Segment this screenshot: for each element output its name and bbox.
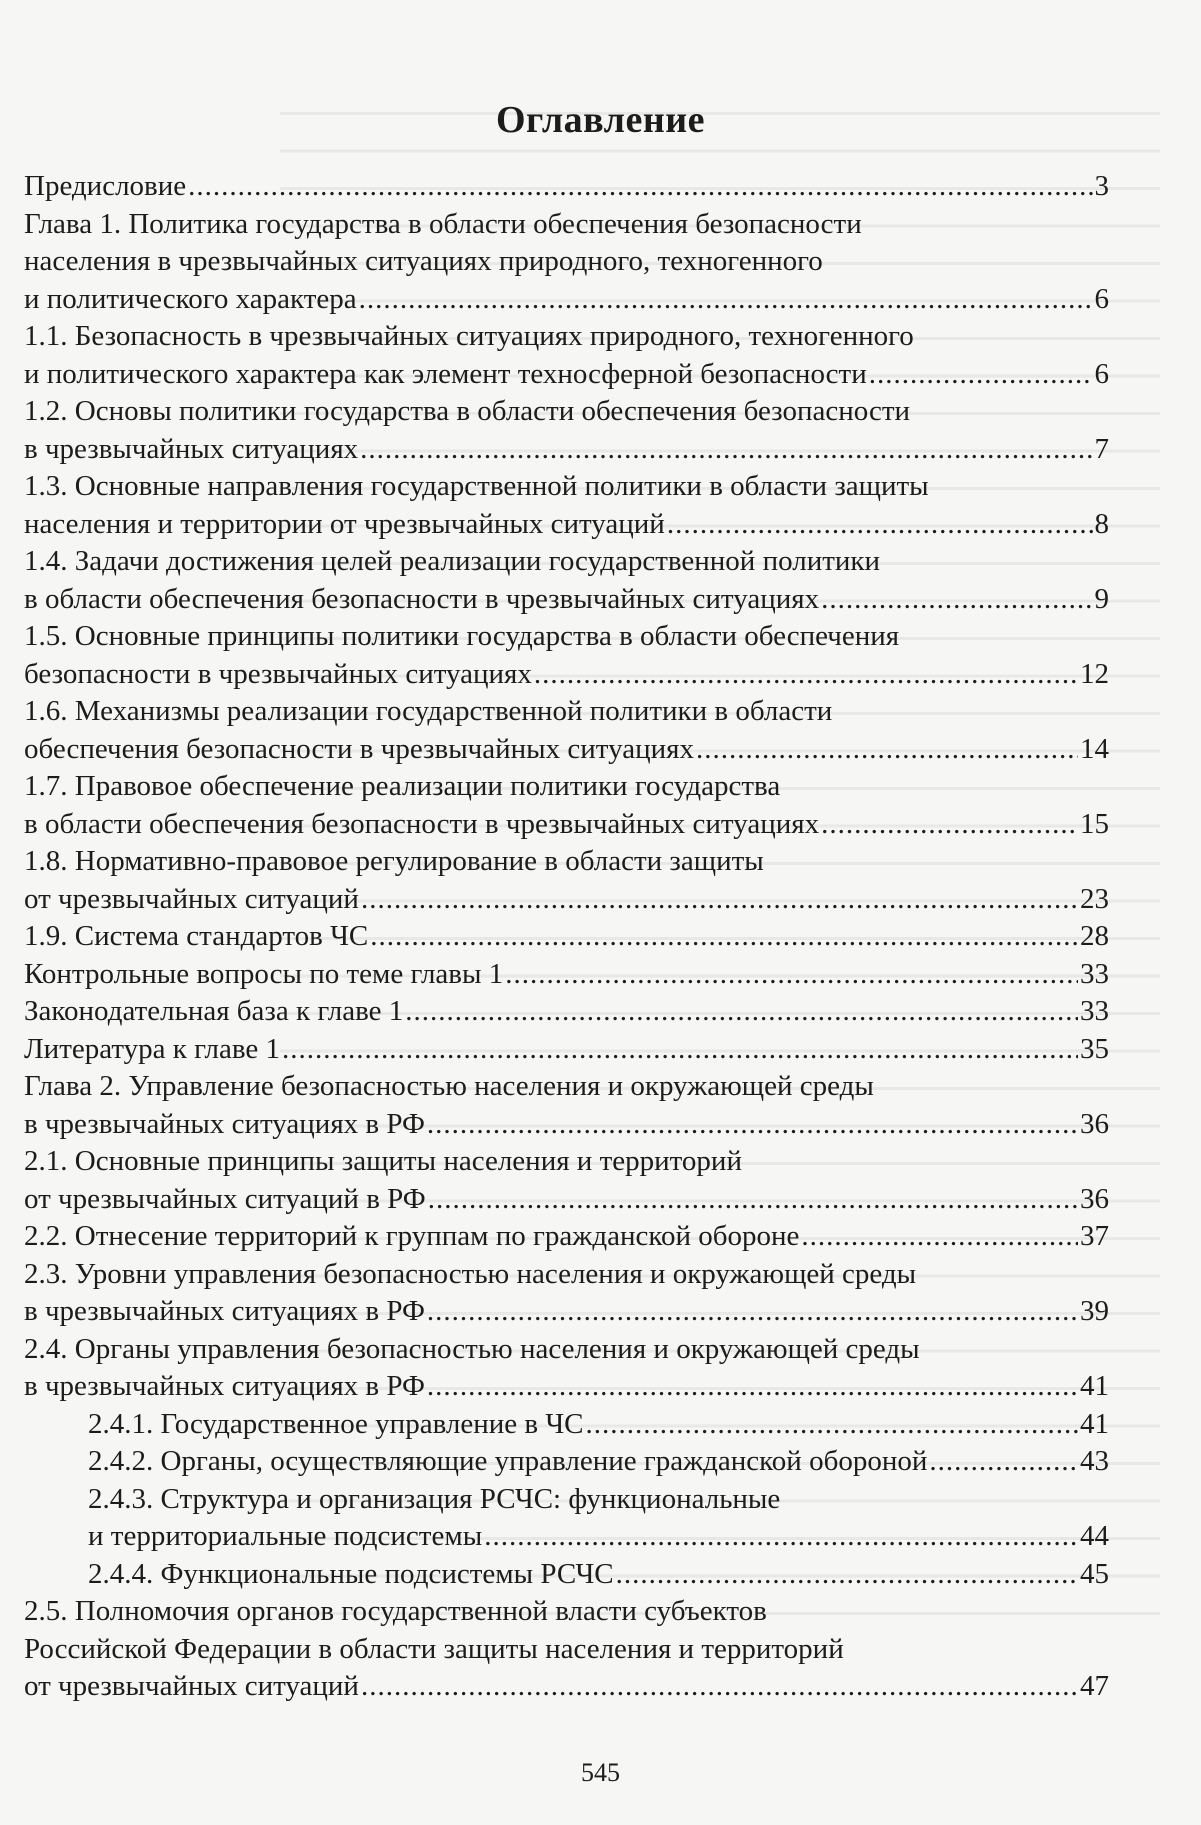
toc-entry-line: 1.5. Основные принципы политики государства в области обеспечения	[24, 620, 900, 652]
toc-entry-final-line	[24, 168, 1109, 206]
dot-leader	[821, 806, 1078, 844]
dot-leader	[534, 656, 1078, 694]
dot-leader	[616, 1556, 1078, 1594]
toc-entry-text: от чрезвычайных ситуаций	[24, 882, 359, 915]
dot-leader	[427, 1106, 1078, 1144]
dot-leader	[359, 281, 1093, 319]
toc-entry	[24, 468, 1109, 543]
toc-entry-line: 2.3. Уровни управления безопасностью населения и окружающей среды	[24, 1257, 917, 1290]
toc-entry	[24, 1068, 1109, 1143]
toc-entry-line: Российской Федерации в области защиты населения и территорий	[24, 1632, 844, 1665]
toc-entry-text: Контрольные вопросы по теме главы 1	[24, 957, 504, 990]
dot-leader	[869, 356, 1093, 394]
toc-entry-text: 2.4.2. Органы, осуществляющие управление гражданской обороной	[88, 1445, 928, 1477]
toc-page-number: 33	[1080, 957, 1109, 990]
toc-entry-final-line	[24, 1368, 1109, 1406]
toc-entry	[24, 1331, 1109, 1406]
toc-page-number: 45	[1080, 1557, 1109, 1590]
toc-entry-text: в области обеспечения безопасности в чрезвычайных ситуациях	[24, 807, 820, 840]
toc-page-number: 23	[1080, 882, 1109, 915]
dot-leader	[667, 506, 1093, 544]
toc-entry-line: населения в чрезвычайных ситуациях природного, техногенного	[24, 245, 823, 277]
dot-leader	[484, 1518, 1078, 1556]
toc-page-number: 43	[1080, 1445, 1109, 1477]
dot-leader	[696, 731, 1078, 769]
toc-entry-text: в области обеспечения безопасности в чрезвычайных ситуациях	[24, 582, 820, 615]
dot-leader	[405, 993, 1078, 1031]
toc-page-number: 8	[1094, 507, 1109, 540]
toc-entry-text: в чрезвычайных ситуациях в РФ	[24, 1295, 425, 1327]
toc-entry	[24, 1256, 1109, 1331]
toc-entry-text: 2.4.4. Функциональные подсистемы РСЧС	[88, 1557, 614, 1590]
toc-entry	[24, 1218, 1109, 1256]
toc-entry-final-line	[24, 993, 1109, 1031]
toc-entry-text: и политического характера	[24, 282, 357, 315]
toc-entry-line: 2.1. Основные принципы защиты населения и территорий	[24, 1145, 742, 1177]
toc-page-number: 36	[1080, 1107, 1109, 1140]
toc-page-number: 37	[1080, 1220, 1109, 1252]
toc-entry-line: 1.2. Основы политики государства в области обеспечения безопасности	[24, 395, 911, 427]
toc-entry-text: и территориальные подсистемы	[88, 1520, 483, 1552]
toc-entry-text: 2.4.1. Государственное управление в ЧС	[88, 1407, 584, 1440]
toc-entry-text: от чрезвычайных ситуаций	[24, 1670, 359, 1702]
toc-page-number: 41	[1080, 1407, 1109, 1440]
toc-entry-line: 1.6. Механизмы реализации государственной политики в области	[24, 695, 833, 727]
toc-entry-final-line	[24, 356, 1109, 394]
dot-leader	[361, 1668, 1078, 1706]
toc-entry	[24, 618, 1109, 693]
toc-page-number: 3	[1094, 170, 1109, 202]
page-title: Оглавление	[495, 99, 706, 141]
toc-entry-final-line	[24, 1293, 1109, 1331]
toc-entry-text: безопасности в чрезвычайных ситуациях	[24, 657, 532, 690]
toc-page-number: 47	[1080, 1670, 1109, 1702]
toc-entry-line: 1.8. Нормативно-правовое регулирование в области защиты	[24, 845, 764, 877]
dot-leader	[282, 1031, 1078, 1069]
toc-entry	[24, 206, 1109, 319]
toc-entry-text: населения и территории от чрезвычайных ситуаций	[24, 507, 665, 540]
toc-page-number: 9	[1094, 582, 1109, 615]
toc-entry-line: Глава 2. Управление безопасностью населения и окружающей среды	[24, 1070, 874, 1102]
toc-entry	[24, 543, 1109, 618]
toc-entry-final-line	[24, 1218, 1109, 1256]
toc-entry-final-line	[24, 1106, 1109, 1144]
toc-entry-line: 1.3. Основные направления государственной политики в области защиты	[24, 470, 929, 502]
dot-leader	[427, 1293, 1078, 1331]
dot-leader	[929, 1443, 1078, 1481]
toc-entry-final-line	[24, 918, 1109, 956]
toc-entry	[24, 168, 1109, 206]
dot-leader	[801, 1218, 1078, 1256]
toc-page-number: 15	[1080, 807, 1109, 840]
toc-entry-line: 1.7. Правовое обеспечение реализации политики государства	[24, 770, 781, 802]
toc-entry	[24, 1443, 1109, 1481]
toc-entry-text: Предисловие	[24, 170, 187, 202]
toc-page-number: 14	[1080, 732, 1109, 765]
toc-page-number: 12	[1080, 657, 1109, 690]
toc-page-number: 39	[1080, 1295, 1109, 1327]
toc-entry-text: и политического характера как элемент техносферной безопасности	[24, 357, 867, 390]
dot-leader	[361, 881, 1078, 919]
toc-entry-text: в чрезвычайных ситуациях в РФ	[24, 1370, 425, 1402]
table-of-contents	[24, 168, 1109, 1706]
toc-entry-final-line	[24, 431, 1109, 469]
toc-entry-line: Глава 1. Политика государства в области обеспечения безопасности	[24, 207, 862, 240]
toc-entry	[24, 693, 1109, 768]
dot-leader	[428, 1181, 1078, 1219]
toc-page-number: 41	[1080, 1370, 1109, 1402]
dot-leader	[586, 1406, 1078, 1444]
toc-entry-text: от чрезвычайных ситуаций в РФ	[24, 1182, 426, 1215]
toc-entry-final-line	[24, 281, 1109, 319]
toc-entry-line: 1.4. Задачи достижения целей реализации государственной политики	[24, 545, 881, 577]
dot-leader	[360, 431, 1092, 469]
toc-page-number: 35	[1080, 1032, 1109, 1065]
toc-entry	[24, 993, 1109, 1031]
toc-entry-final-line	[24, 1031, 1109, 1069]
toc-entry-final-line	[24, 956, 1109, 994]
toc-entry	[24, 956, 1109, 994]
toc-entry-line: 2.4.3. Структура и организация РСЧС: функциональные	[88, 1482, 781, 1515]
toc-entry-final-line	[24, 656, 1109, 694]
toc-entry	[24, 1406, 1109, 1444]
dot-leader	[821, 581, 1092, 619]
toc-entry-final-line	[24, 581, 1109, 619]
toc-page-number: 28	[1080, 920, 1109, 952]
toc-entry-final-line	[24, 1181, 1109, 1219]
toc-entry-text: 2.2. Отнесение территорий к группам по гражданской обороне	[24, 1220, 800, 1252]
toc-entry	[24, 1031, 1109, 1069]
toc-entry	[24, 1593, 1109, 1706]
toc-entry-final-line	[24, 806, 1109, 844]
toc-entry-final-line	[24, 1668, 1109, 1706]
toc-entry-final-line	[88, 1556, 1109, 1594]
toc-entry-final-line	[88, 1518, 1109, 1556]
toc-entry	[24, 1556, 1109, 1594]
dot-leader	[427, 1368, 1078, 1406]
toc-entry-text: Законодательная база к главе 1	[24, 995, 404, 1027]
toc-entry-final-line	[24, 506, 1109, 544]
toc-entry-line: 2.5. Полномочия органов государственной власти субъектов	[24, 1595, 767, 1627]
toc-page-number: 6	[1094, 357, 1109, 390]
page-number: 545	[581, 1758, 620, 1787]
toc-entry-final-line	[88, 1406, 1109, 1444]
toc-entry-final-line	[88, 1443, 1109, 1481]
toc-entry	[24, 843, 1109, 918]
toc-page-number: 44	[1080, 1520, 1109, 1552]
dot-leader	[505, 956, 1078, 994]
toc-entry-text: 1.9. Система стандартов ЧС	[24, 920, 369, 952]
toc-page-number: 6	[1094, 282, 1109, 315]
dot-leader	[188, 168, 1092, 206]
toc-entry-text: в чрезвычайных ситуациях в РФ	[24, 1107, 425, 1140]
dot-leader	[370, 918, 1078, 956]
toc-entry-text: обеспечения безопасности в чрезвычайных ситуациях	[24, 732, 694, 765]
toc-entry	[24, 1481, 1109, 1556]
toc-page-number: 7	[1094, 432, 1109, 465]
toc-entry	[24, 918, 1109, 956]
toc-entry	[24, 1143, 1109, 1218]
toc-entry-text: Литература к главе 1	[24, 1032, 281, 1065]
toc-entry	[24, 318, 1109, 393]
toc-page-number: 33	[1080, 995, 1109, 1027]
toc-entry	[24, 768, 1109, 843]
toc-entry-text: в чрезвычайных ситуациях	[24, 432, 359, 465]
toc-entry	[24, 393, 1109, 468]
toc-entry-final-line	[24, 881, 1109, 919]
toc-entry-line: 1.1. Безопасность в чрезвычайных ситуациях природного, техногенного	[24, 320, 914, 352]
toc-entry-final-line	[24, 731, 1109, 769]
toc-page-number: 36	[1080, 1182, 1109, 1215]
toc-entry-line: 2.4. Органы управления безопасностью населения и окружающей среды	[24, 1332, 920, 1365]
